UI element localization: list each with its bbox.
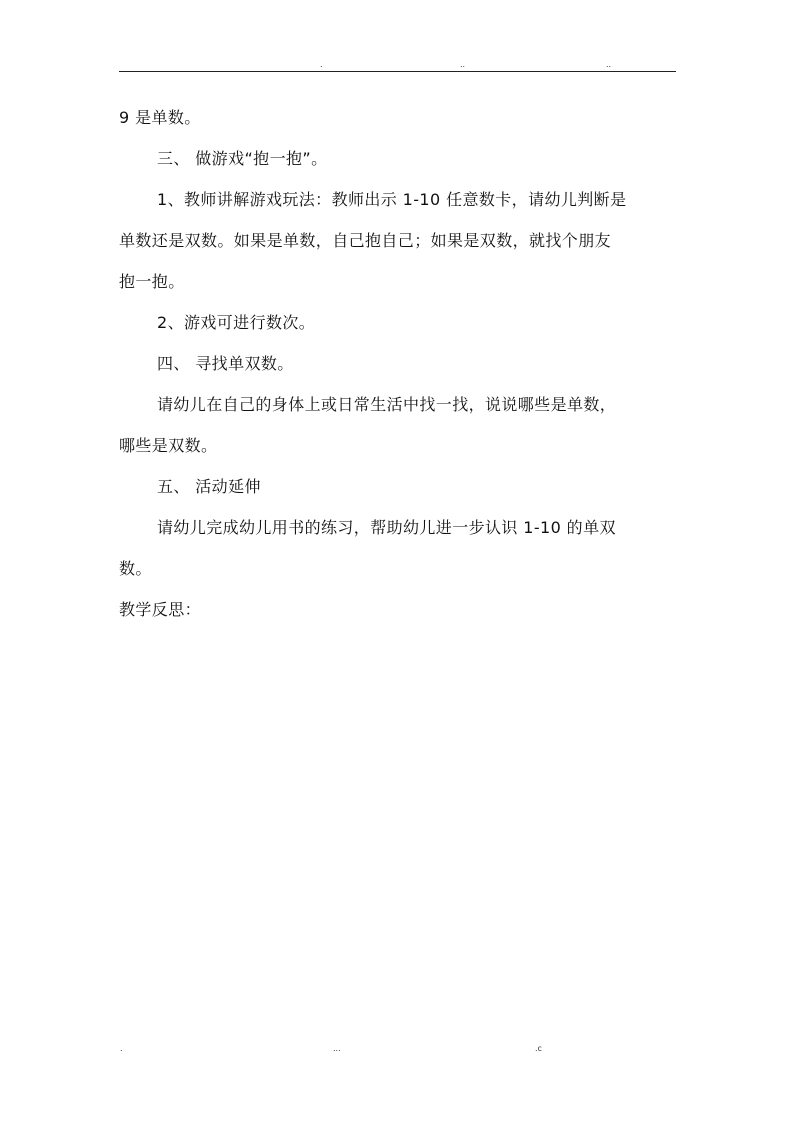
paragraph-9 [119,589,684,630]
paragraph-3 [119,179,684,302]
section-heading: 五、 活动延伸 [157,477,261,496]
header-mark: .. [606,60,612,69]
paragraph-7 [119,466,684,507]
text-line: 数。 [119,559,152,578]
paragraph-8 [119,507,684,589]
text-line: 抱一抱。 [119,272,185,291]
footer-mark: ... [333,1044,341,1053]
header-rule [119,71,676,72]
text-line: 哪些是双数。 [119,436,218,455]
paragraph-5 [119,343,684,384]
header-mark: . [320,60,323,69]
section-heading: 三、 做游戏“抱一抱”。 [157,149,328,168]
text-line: 请幼儿在自己的身体上或日常生活中找一找，说说哪些是单数， [157,395,617,414]
text-line: 请幼儿完成幼儿用书的练习，帮助幼儿进一步认识 1-10 的单双 [157,518,616,537]
header-mark: .. [460,60,466,69]
paragraph-4 [119,302,684,343]
reflection-heading: 教学反思： [119,600,202,619]
text-line: 1、教师讲解游戏玩法：教师出示 1-10 任意数卡，请幼儿判断是 [157,190,627,209]
text-line: 单数还是双数。如果是单数，自己抱自己；如果是双数，就找个朋友 [119,231,612,250]
document-body [119,97,684,630]
paragraph-6 [119,384,684,466]
section-heading: 四、 寻找单双数。 [157,354,294,373]
text-line: 9 是单数。 [119,108,201,127]
footer-mark: .c [535,1044,542,1053]
text-line: 2、游戏可进行数次。 [157,313,316,332]
footer-mark: . [120,1044,123,1053]
paragraph-1 [119,97,684,138]
paragraph-2 [119,138,684,179]
